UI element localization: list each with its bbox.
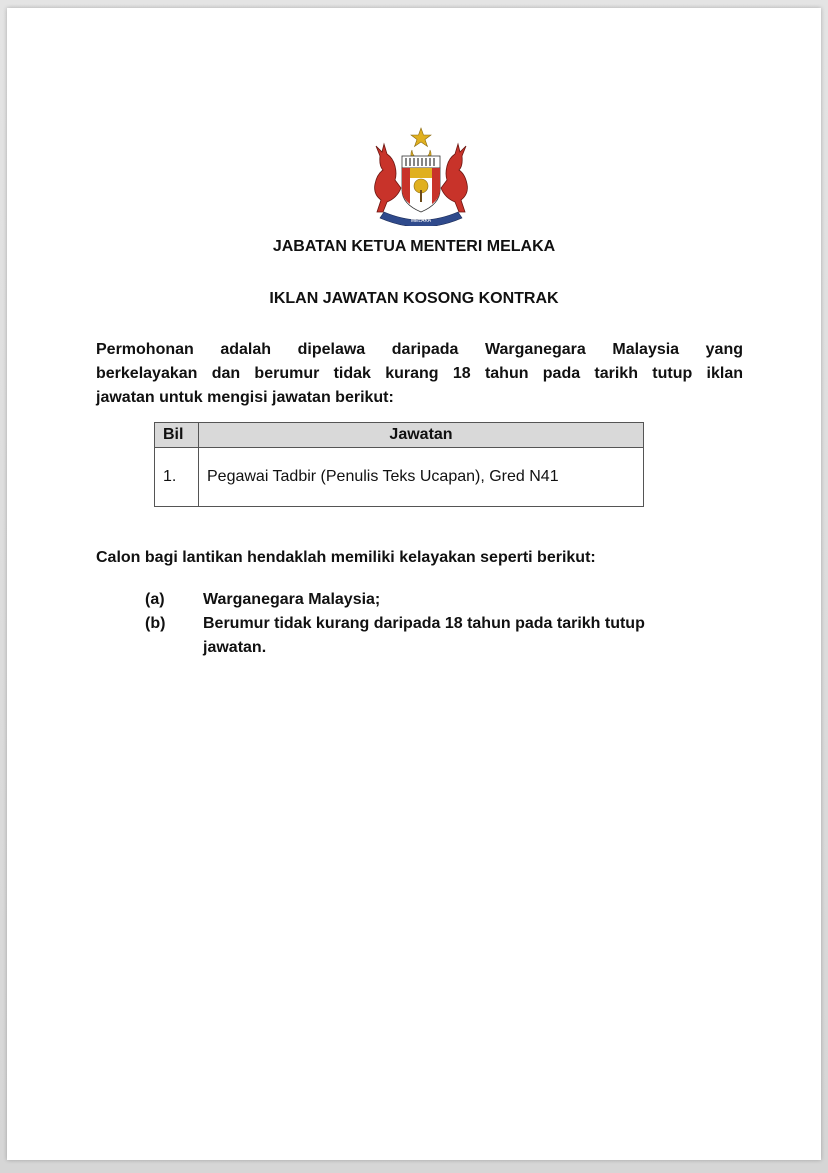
ad-title: IKLAN JAWATAN KOSONG KONTRAK [269,290,559,307]
requirement-text-line: Berumur tidak kurang daripada 18 tahun pada tarikh tutup [203,615,645,632]
intro-line: Permohonan adalah dipelawa daripada Warganegara Malaysia yang [96,341,743,358]
intro-line: berkelayakan dan berumur tidak kurang 18 tahun pada tarikh tutup iklan [96,365,743,382]
column-header-jawatan: Jawatan [199,423,644,448]
intro-line: jawatan untuk mengisi jawatan berikut: [96,389,394,406]
table-header-row [155,423,644,448]
requirements-heading: Calon bagi lantikan hendaklah memiliki kelayakan seperti berikut: [96,549,596,566]
requirement-text-line: jawatan. [203,639,267,656]
cell-bil: 1. [155,448,199,507]
document-page [7,8,821,1160]
department-title: JABATAN KETUA MENTERI MELAKA [272,238,556,255]
requirement-text [203,612,723,660]
melaka-coat-of-arms-icon [362,126,480,226]
cell-jawatan: Pegawai Tadbir (Penulis Teks Ucapan), Gred N41 [199,448,644,507]
table-row [155,448,644,507]
intro-paragraph [96,338,743,410]
svg-text:MELAKA: MELAKA [410,218,432,224]
vacancy-table [154,422,644,507]
requirement-label: (b) [145,615,166,632]
column-header-bil: Bil [155,423,199,448]
requirement-text: Warganegara Malaysia; [203,591,381,608]
requirement-label: (a) [145,591,165,608]
